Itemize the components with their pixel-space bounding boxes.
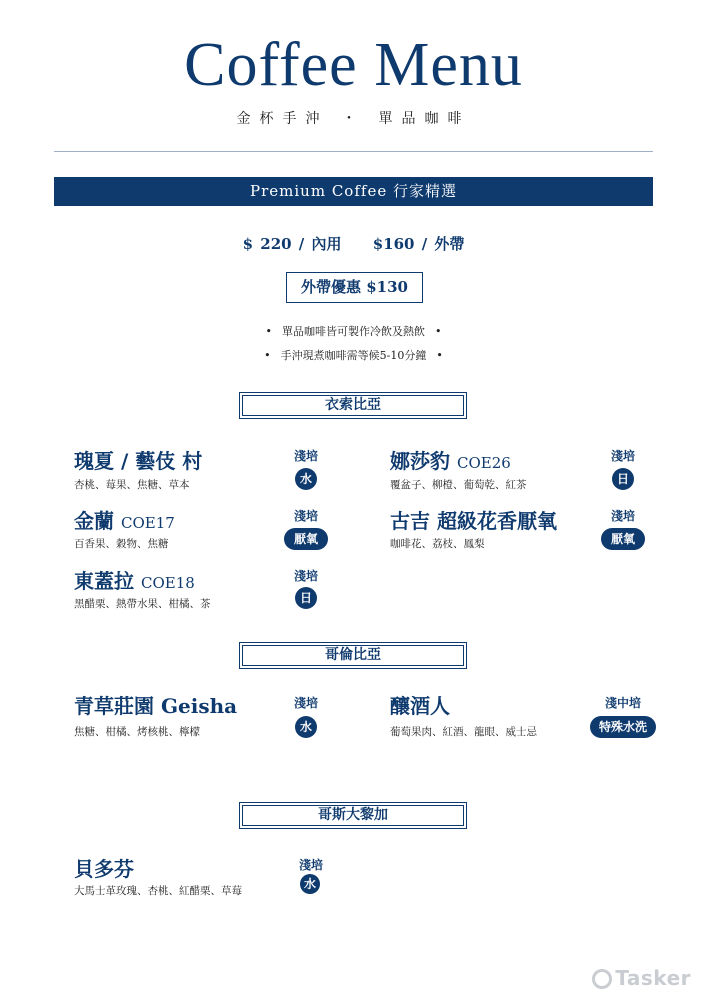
note-line (0, 323, 707, 339)
region-label: 哥倫比亞 (325, 647, 381, 663)
bullet-icon: • (436, 349, 443, 362)
menu-subtitle: 金杯手沖 ・ 單品咖啡 (236, 111, 471, 127)
coffee-name (390, 690, 450, 719)
process-badge: 水 (300, 874, 320, 894)
roast-level: 淺培 (293, 569, 318, 583)
coffee-name-suffix: COE18 (140, 574, 195, 592)
bullet-icon: • (264, 349, 271, 362)
roast-level: 淺培 (293, 509, 318, 523)
flavor-notes: 焦糖、柑橘、烤核桃、檸檬 (74, 726, 200, 738)
note-text: 單品咖啡皆可製作冷飲及熱飲 (282, 325, 425, 338)
roast-level: 淺培 (610, 509, 635, 523)
coffee-name-text: 瑰夏 / 藝伎 村 (74, 449, 203, 473)
tasker-logo-icon (592, 969, 612, 989)
flavor-notes: 大馬士革玫瑰、杏桃、紅醋栗、草莓 (74, 885, 242, 897)
coffee-name-suffix: COE26 (456, 454, 511, 472)
coffee-name (74, 853, 134, 882)
coffee-name (390, 445, 511, 474)
region-header-colombia (239, 642, 467, 669)
note-line (0, 347, 707, 363)
price-takeout: $160 / 外帶 (372, 235, 465, 253)
price-dine-in: $ 220 / 內用 (242, 235, 342, 253)
note-text: 手沖現煮咖啡需等候5-10分鐘 (280, 349, 427, 362)
roast-level: 淺培 (293, 696, 318, 710)
region-label: 衣索比亞 (325, 397, 381, 413)
watermark-text: Tasker (615, 966, 691, 990)
coffee-name-text: 古吉 超級花香厭氧 (390, 509, 557, 533)
roast-level: 淺培 (298, 858, 323, 872)
region-label: 哥斯大黎加 (318, 807, 388, 823)
coffee-name-text: 金蘭 (74, 509, 114, 533)
coffee-name (390, 505, 557, 534)
flavor-notes: 杏桃、莓果、焦糖、草本 (74, 479, 190, 491)
region-header-costa-rica (239, 802, 467, 829)
flavor-notes: 咖啡花、荔枝、鳳梨 (390, 538, 485, 550)
process-badge: 特殊水洗 (590, 716, 656, 738)
coffee-name (74, 445, 202, 474)
roast-level: 淺中培 (604, 696, 641, 710)
process-badge: 厭氧 (284, 528, 328, 550)
coffee-name-suffix: COE17 (120, 514, 175, 532)
bullet-icon: • (265, 325, 272, 338)
premium-banner: Premium Coffee 行家精選 (54, 177, 653, 206)
process-badge: 水 (295, 716, 317, 738)
watermark (592, 966, 691, 990)
coffee-name (74, 690, 237, 719)
coffee-name-text: 青草莊園 Geisha (74, 694, 238, 718)
process-badge: 日 (612, 468, 634, 490)
bullet-icon: • (435, 325, 442, 338)
process-badge: 水 (295, 468, 317, 490)
coffee-name-text: 釀酒人 (390, 694, 450, 718)
process-badge: 厭氧 (601, 528, 645, 550)
coffee-name-text: 娜莎豹 (390, 449, 450, 473)
coffee-name (74, 505, 175, 534)
flavor-notes: 黑醋栗、熱帶水果、柑橘、茶 (74, 598, 211, 610)
coffee-name (74, 565, 195, 594)
process-badge: 日 (295, 587, 317, 609)
flavor-notes: 覆盆子、柳橙、葡萄乾、紅茶 (390, 479, 527, 491)
coffee-name-text: 東蓋拉 (74, 569, 134, 593)
roast-level: 淺培 (610, 449, 635, 463)
coffee-name-text: 貝多芬 (74, 857, 134, 881)
price-line (0, 233, 707, 254)
flavor-notes: 百香果、穀物、焦糖 (74, 538, 169, 550)
header-divider (54, 151, 653, 152)
roast-level: 淺培 (293, 449, 318, 463)
flavor-notes: 葡萄果肉、紅酒、龍眼、威士忌 (390, 726, 537, 738)
region-header-ethiopia (239, 392, 467, 419)
takeout-promo-box: 外帶優惠 $130 (286, 272, 423, 303)
menu-title: Coffee Menu (184, 31, 523, 99)
